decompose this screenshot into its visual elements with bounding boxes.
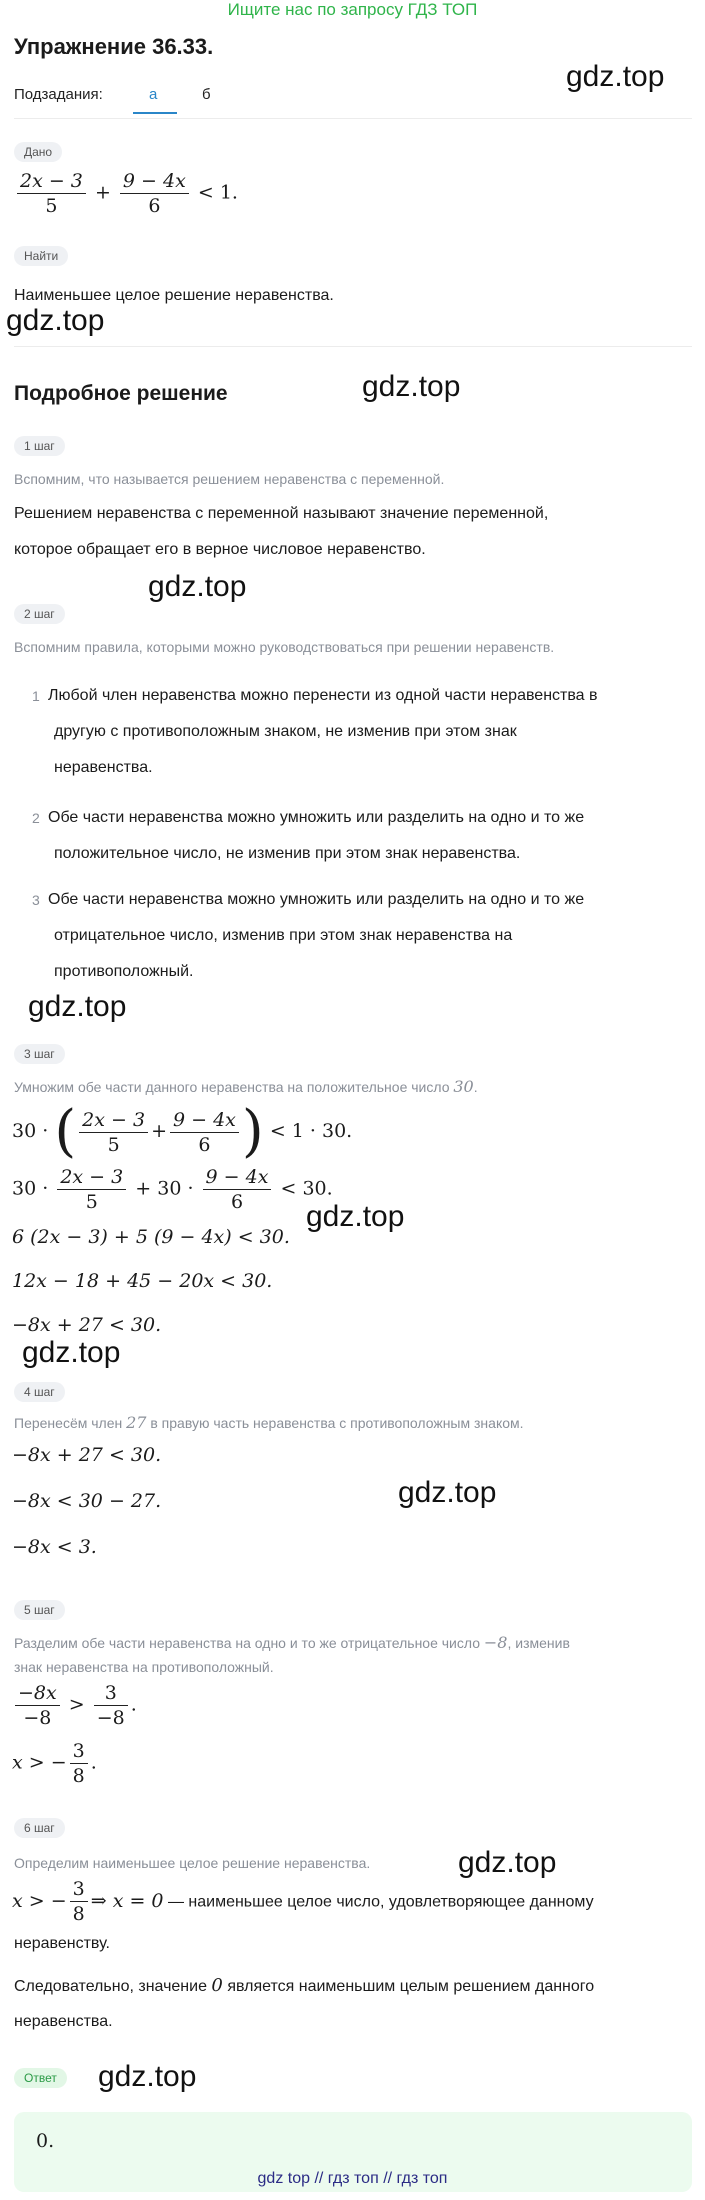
step3-eq4: 12x − 18 + 45 − 20x < 30. bbox=[12, 1270, 273, 1292]
watermark: gdz.top bbox=[98, 2060, 197, 2093]
step3-hint: Умножим обе части данного неравенства на положительное число 30. bbox=[14, 1077, 478, 1096]
step6-conclusion-line2: неравенства. bbox=[14, 2013, 113, 2030]
step6-label: 6 шаг bbox=[14, 1818, 65, 1838]
step6-hint: Определим наименьшее целое решение неравенства. bbox=[14, 1855, 371, 1871]
exercise-title: Упражнение 36.33. bbox=[14, 34, 214, 59]
step6-conclusion: Следовательно, значение 0 является наименьшим целым решением данного bbox=[14, 1975, 595, 1996]
step5-eq1: $\frac{-8x}{-8}$ > $\frac{3}{-8}$ . bbox=[12, 1682, 137, 1729]
step4-eq3: −8x < 3. bbox=[12, 1536, 97, 1558]
step4-eq2: −8x < 30 − 27. bbox=[12, 1490, 162, 1512]
step6-text-line2: неравенству. bbox=[14, 1935, 110, 1952]
step3-eq1: 30 · ( $\frac{2x - 3}{5}$ + $\frac{9 - 4x}{6}$ ) < 1 · 30. bbox=[12, 1099, 353, 1164]
step2-hint: Вспомним правила, которыми можно руководствоваться при решении неравенств. bbox=[14, 639, 555, 655]
step2-label: 2 шаг bbox=[14, 604, 65, 624]
rule-number: 3 bbox=[32, 892, 40, 908]
watermark: gdz.top bbox=[306, 1200, 405, 1233]
step1-line1: Решением неравенства с переменной называют значение переменной, bbox=[14, 505, 549, 522]
step3-label: 3 шаг bbox=[14, 1044, 65, 1064]
step3-eq2: 30 · $\frac{2x - 3}{5}$ + 30 · $\frac{9 - 4x}{6}$ < 30. bbox=[12, 1166, 333, 1213]
step4-label: 4 шаг bbox=[14, 1382, 65, 1402]
step5-hint-line1: Разделим обе части неравенства на одно и то же отрицательное число −8, изменив bbox=[14, 1633, 570, 1652]
step5-hint-line2: знак неравенства на противоположный. bbox=[14, 1659, 274, 1675]
step3-eq3: 6 (2x − 3) + 5 (9 − 4x) < 30. bbox=[12, 1226, 290, 1248]
top-banner[interactable]: Ищите нас по запросу ГДЗ ТОП bbox=[227, 0, 478, 19]
step6-eq: x > − $\frac{3}{8}$ ⇒ x = 0 bbox=[12, 1878, 164, 1925]
step3-eq5: −8x + 27 < 30. bbox=[12, 1314, 162, 1336]
watermark: gdz.top bbox=[28, 990, 127, 1023]
answer-label: Ответ bbox=[14, 2068, 67, 2088]
rule-3-line: противоположный. bbox=[54, 963, 194, 980]
active-tab-indicator bbox=[133, 112, 177, 114]
tab-b[interactable]: б bbox=[202, 86, 211, 103]
step1-line2: которое обращает его в верное числовое неравенство. bbox=[14, 541, 426, 558]
watermark: gdz.top bbox=[148, 570, 247, 603]
step6-eq-line: x > − $\frac{3}{8}$ ⇒ x = 0 — наименьшее целое число, удовлетворяющее данному bbox=[12, 1878, 594, 1925]
rule-2-line: положительное число, не изменив при этом знак неравенства. bbox=[54, 845, 521, 862]
step5-label: 5 шаг bbox=[14, 1600, 65, 1620]
watermark: gdz.top bbox=[458, 1846, 557, 1879]
rule-1-line: неравенства. bbox=[54, 759, 153, 776]
rule-1-line: другую с противоположным знаком, не изменив при этом знак bbox=[54, 723, 517, 740]
footer-links[interactable]: gdz top // гдз топ // гдз топ bbox=[257, 2170, 448, 2187]
step5-eq2: x > − $\frac{3}{8}$ . bbox=[12, 1740, 97, 1787]
watermark: gdz.top bbox=[22, 1336, 121, 1369]
rule-3-line: отрицательное число, изменив при этом знак неравенства на bbox=[54, 927, 513, 944]
subtasks-label: Подзадания: bbox=[14, 86, 103, 103]
tab-a[interactable]: а bbox=[149, 86, 158, 103]
rule-number: 2 bbox=[32, 810, 40, 826]
watermark: gdz.top bbox=[398, 1476, 497, 1509]
watermark: gdz.top bbox=[6, 304, 105, 337]
watermark: gdz.top bbox=[566, 60, 665, 93]
watermark: gdz.top bbox=[362, 370, 461, 403]
rule-1-line: Любой член неравенства можно перенести из одной части неравенства в bbox=[48, 687, 598, 704]
given-label: Дано bbox=[14, 142, 62, 162]
divider bbox=[14, 118, 692, 119]
rule-2-line: Обе части неравенства можно умножить или разделить на одно и то же bbox=[48, 809, 585, 826]
rule-number: 1 bbox=[32, 688, 40, 704]
find-label: Найти bbox=[14, 246, 68, 266]
step1-label: 1 шаг bbox=[14, 436, 65, 456]
solution-title: Подробное решение bbox=[14, 382, 228, 405]
given-expression: $\frac{2x - 3}{5}$ + $\frac{9 - 4x}{6}$ < 1. bbox=[14, 170, 238, 217]
step4-eq1: −8x + 27 < 30. bbox=[12, 1444, 162, 1466]
divider bbox=[14, 346, 692, 347]
rule-3-line: Обе части неравенства можно умножить или разделить на одно и то же bbox=[48, 891, 585, 908]
step1-hint: Вспомним, что называется решением неравенства с переменной. bbox=[14, 471, 445, 487]
find-text: Наименьшее целое решение неравенства. bbox=[14, 287, 334, 304]
step4-hint: Перенесём член 27 в правую часть неравенства с противоположным знаком. bbox=[14, 1413, 524, 1432]
answer-value: 0. bbox=[36, 2130, 55, 2152]
